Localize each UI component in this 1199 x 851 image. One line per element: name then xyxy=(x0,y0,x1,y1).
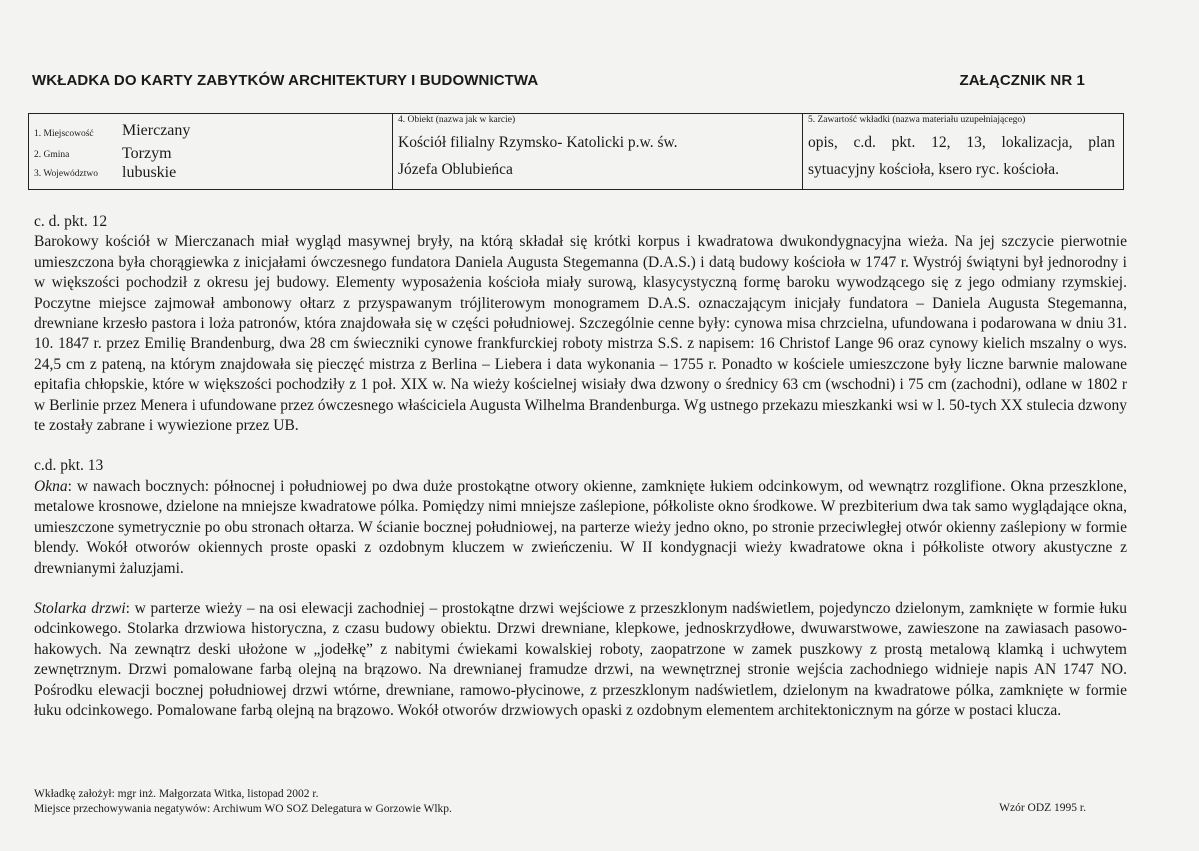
footer xyxy=(34,787,452,817)
gmina-row xyxy=(34,145,172,162)
storage-line: Miejsce przechowywania negatywów: Archiwum WO SOZ Delegatura w Gorzowie Wlkp. xyxy=(34,803,452,815)
wojewodztwo-value: lubuskie xyxy=(122,164,177,181)
location-cell xyxy=(29,114,393,189)
form-header xyxy=(32,72,1085,89)
form-title: WKŁADKA DO KARTY ZABYTKÓW ARCHITEKTURY I BUDOWNICTWA xyxy=(32,72,539,89)
template-version: Wzór ODZ 1995 r. xyxy=(999,802,1086,814)
contents-cell xyxy=(803,114,1123,189)
attachment-number: ZAŁĄCZNIK NR 1 xyxy=(959,72,1085,89)
object-line-1: Kościół filialny Rzymsko- Katolicki p.w. św. xyxy=(398,134,678,151)
stolarka-label: Stolarka drzwi xyxy=(34,599,126,617)
author-line: Wkładkę założył: mgr inż. Małgorzata Witka, listopad 2002 r. xyxy=(34,788,319,800)
wojewodztwo-row xyxy=(34,164,177,181)
description-body xyxy=(34,212,1127,721)
object-cell xyxy=(393,114,803,189)
okna-text: : w nawach bocznych: północnej i południowej po dwa duże prostokątne otwory okienne, zamknięte łukiem odcinkowym, od wewnątrz rozglifione. Okna przeszklone, metalowe krosnowe, dzielone na mniejsze kwadratowe pólka. Pomiędzy nimi mniejsze zaślepione, półkoliste okno środkowe. W prezbiterium dwa tak samo wyglądające okna, umieszczone symetrycznie po obu stronach ołtarza. W ścianie bocznej południowej, na parterze wieży jedno okno, po stronie przeciwległej otwór okienny zaślepiony w formie blendy. Wokół otworów okiennych proste opaski z ozdobnym kluczem w zwieńczeniu. W II kondygnacji wieży kwadratowe okna i półkoliste otwory akustyczne z drewnianymi żaluzjami. xyxy=(34,477,1127,577)
miejscowosc-value: Mierczany xyxy=(122,122,191,139)
object-line-2: Józefa Oblubieńca xyxy=(398,161,513,178)
stolarka-text: : w parterze wieży – na osi elewacji zachodniej – prostokątne drzwi wejściowe z przeszklonym nadświetlem, pojedynczo dzielonym, zamknięte w formie łuku odcinkowego. Stolarka drzwiowa historyczna, z czasu budowy obiektu. Drzwi drewniane, klepkowe, jednoskrzydłowe, dwuwarstwowe, zawieszone na zawiasach pasowo-hakowych. Na zewnątrz deski ułożone w „jodełkę” z nabitymi ćwiekami kowalskiej roboty, zaopatrzone w zamek puszkowy z prostą metalową klamką i uchwytem zewnętrznym. Drzwi pomalowane farbą olejną na brązowo. Na drewnianej framudze drzwi, na wewnętrznej stronie wejścia zachodniego widnieje napis AN 1747 NO. Pośrodku elewacji bocznej południowej drzwi wtórne, drewniane, ramowo-płycinowe, z przeszklonym nadświetlem, dzielonym na kwadratowe pólka, zamknięte w formie łuku odcinkowego. Pomalowane farbą olejną na brązowo. Wokół otworów drzwiowych opaski z ozdobnym elementem architektonicznym na górze w postaci klucza. xyxy=(34,599,1127,719)
section-12-heading: c. d. pkt. 12 xyxy=(34,213,108,230)
section-13-heading: c.d. pkt. 13 xyxy=(34,457,104,475)
object-label: 4. Obiekt (nazwa jak w karcie) xyxy=(398,115,516,125)
contents-line-1: opis, c.d. pkt. 12, 13, lokalizacja, plan xyxy=(808,134,1115,151)
contents-label: 5. Zawartość wkładki (nazwa materiału uzupełniającego) xyxy=(808,115,1026,125)
info-table xyxy=(28,113,1124,190)
gmina-label: 2. Gmina xyxy=(34,150,70,160)
okna-label: Okna xyxy=(34,477,68,495)
wojewodztwo-label: 3. Województwo xyxy=(34,169,98,179)
okna-paragraph xyxy=(34,477,1127,579)
contents-line-2: sytuacyjny kościoła, ksero ryc. kościoła. xyxy=(808,161,1059,178)
gmina-value: Torzym xyxy=(122,145,172,162)
miejscowosc-row xyxy=(34,122,191,139)
stolarka-paragraph xyxy=(34,599,1127,721)
section-12-text: Barokowy kościół w Mierczanach miał wygląd masywnej bryły, na którą składał się krótki korpus i kwadratowa dwukondygnacyjna wieża. Na jej szczycie pierwotnie umieszczona była chorągiewka z inicjałami ówczesnego fundatora Daniela Augusta Stegemanna (D.A.S.) i datą budowy kościoła w 1747 r. Wystrój świątyni był jednorodny i w większości pochodził z okresu jej budowy. Elementy wyposażenia kościoła miały surową, klasycystyczną formę baroku wywodzącego się z jego odmiany rzymskiej. Poczytne miejsce zajmował ambonowy ołtarz z przyspawanym trójliterowym monogramem D.A.S. oznaczającym inicjały fundatora – Daniela Augusta Stegemanna, drewniane krzesło pastora i loża patronów, która znajdowała się w części południowej. Szczególnie cenne były: cynowa misa chrzcielna, ufundowana i podarowana w dniu 31. 10. 1847 r. przez Emilię Brandenburg, dwa 28 cm świeczniki cynowe frankfurckiej roboty mistrza S.S. z napisem: 16 Christof Lange 96 oraz cynowy kielich mszalny o wys. 24,5 cm z pateną, na którym znajdowała się pieczęć mistrza z Berlina – Liebera i data wykonania – 1755 r. Ponadto w kościele umieszczone były liczne barwnie malowane epitafia chłopskie, które w większości pochodziły z 1 poł. XIX w. Na wieży kościelnej wisiały dwa dzwony o średnicy 63 cm (wschodni) i 75 cm (zachodni), odlane w 1802 r w Berlinie przez Menera i ufundowane przez ówczesnego właściciela Augusta Wilhelma Brandenburga. Wg ustnego przekazu mieszkanki wsi w l. 50-tych XX stulecia dzwony te zostały zabrane i wywiezione przez UB. xyxy=(34,233,1127,435)
miejscowosc-label: 1. Miejscowość xyxy=(34,129,94,139)
